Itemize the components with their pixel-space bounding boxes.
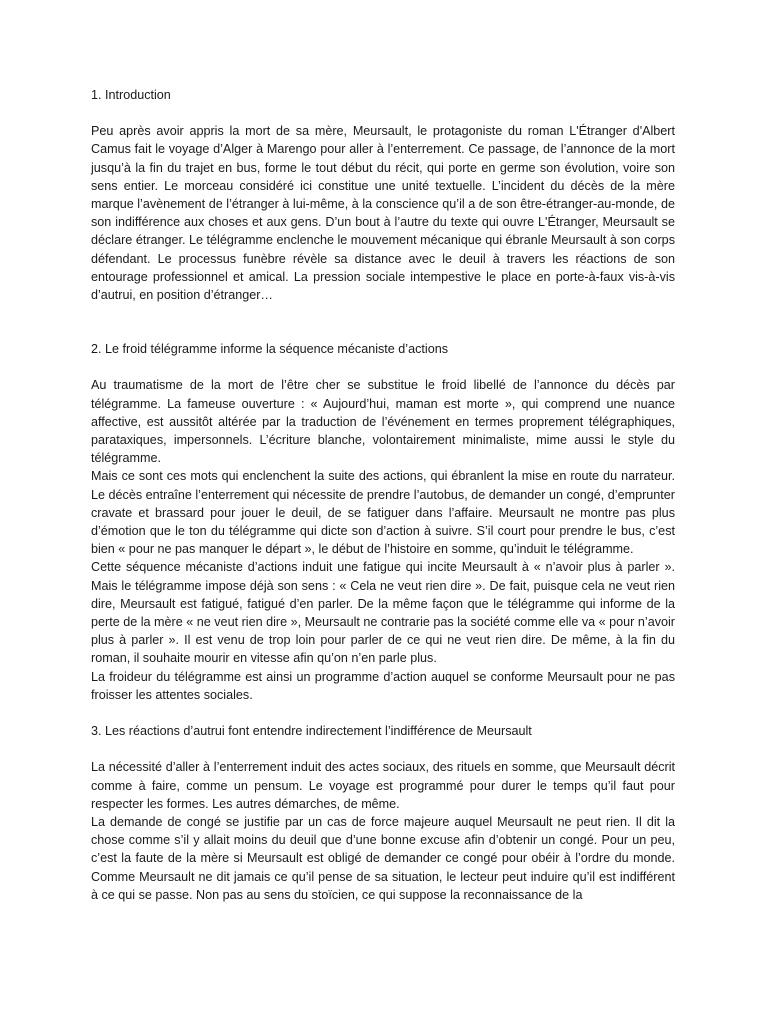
section-introduction [91,86,675,304]
paragraph: Au traumatisme de la mort de l’être cher se substitue le froid libellé de l’annonce du décès par télégramme. La fameuse ouverture : « Aujourd’hui, maman est morte », qui comprend une nuance affective, est aussitôt altérée par la traduction de l’événement en termes proprement télégraphiques, parataxiques, impersonnels. L’écriture blanche, volontairement minimaliste, mime aussi le style du télégramme. [91,378,675,466]
section-reactions [91,722,675,904]
section-heading: 3. Les réactions d’autrui font entendre indirectement l’indifférence de Meursault [91,724,532,739]
paragraph: La demande de congé se justifie par un cas de force majeure auquel Meursault ne peut rien. Il dit la chose comme s’il y allait moins du deuil que d’une bonne excuse afin d’obtenir un congé. Pour un peu, c’est la faute de la mère si Meursault est obligé de demander ce congé pour obéir à l’ordre du monde. Comme Meursault ne dit jamais ce qu’il pense de sa situation, le lecteur peut induire qu’il est indifférent à ce qui se passe. Non pas au sens du stoïcien, ce qui suppose la reconnaissance de la [91,814,675,902]
paragraph: La froideur du télégramme est ainsi un programme d’action auquel se conforme Meursault pour ne pas froisser les attentes sociales. [91,669,675,702]
document-page [91,86,675,904]
section-heading: 1. Introduction [91,88,171,102]
section-heading: 2. Le froid télégramme informe la séquence mécaniste d’actions [91,342,449,357]
section-telegram [91,340,675,704]
paragraph: Peu après avoir appris la mort de sa mère, Meursault, le protagoniste du roman L'Étranger d'Albert Camus fait le voyage d’Alger à Marengo pour aller à l’enterrement. Ce passage, de l’annonce de la mort jusqu’à la fin du trajet en bus, forme le tout début du récit, qui porte en germe son évolution, voire son sens entier. Le morceau considéré ici constitue une unité textuelle. L’incident du décès de la mère marque l’avènement de l’étranger à lui-même, à la conscience qu’il a de son être-étranger-au-monde, de son indifférence aux choses et aux gens. D’un bout à l’autre du texte qui ouvre L'Étranger, Meursault se déclare étranger. Le télégramme enclenche le mouvement mécanique qui ébranle Meursault à son corps défendant. Le processus funèbre révèle sa distance avec le deuil à travers les réactions de son entourage professionnel et amical. La pression sociale intempestive le place en porte-à-faux vis-à-vis d’autrui, en position d’étranger… [91,124,675,303]
paragraph: Cette séquence mécaniste d’actions induit une fatigue qui incite Meursault à « n’avoir plus à parler ». Mais le télégramme impose déjà son sens : « Cela ne veut rien dire ». De fait, puisque cela ne veut rien dire, Meursault est fatigué, fatigué d’en parler. De la même façon que le télégramme qui informe de la perte de la mère « ne veut rien dire », Meursault ne contrarie pas la société comme elle va « pour n’avoir plus à parler ». Il est venu de trop loin pour parler de ce qui ne veut rien dire. De même, à la fin du roman, il souhaite mourir en vitesse afin qu’on n’en parle plus. [91,560,675,666]
paragraph: Mais ce sont ces mots qui enclenchent la suite des actions, qui ébranlent la mise en route du narrateur. Le décès entraîne l’enterrement qui nécessite de prendre l’autobus, de demander un congé, d’emprunter cravate et brassard pour jouer le deuil, de se fatiguer dans l’affaire. Meursault ne montre pas plus d’émotion que le ton du télégramme qui dicte son d’action à suivre. S’il court pour prendre le bus, c’est bien « pour ne pas manquer le départ », le début de l’histoire en somme, qu’induit le télégramme. [91,469,675,557]
paragraph: La nécessité d’aller à l’enterrement induit des actes sociaux, des rituels en somme, que Meursault décrit comme à faire, comme un pensum. Le voyage est programmé pour durer le temps qu’il faut pour respecter les formes. Les autres démarches, de même. [91,760,675,811]
